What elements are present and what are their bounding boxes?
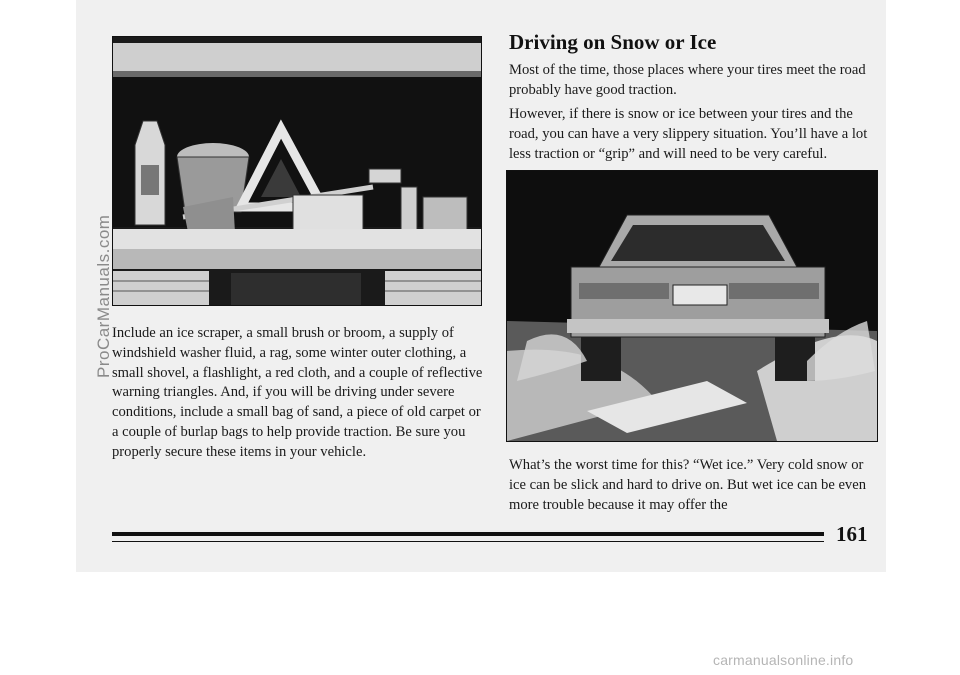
paragraph-traction: Most of the time, those places where your tires meet the road probably have good traction. (509, 62, 866, 98)
footer-rule-thick (112, 532, 824, 536)
trunk-illustration (112, 36, 482, 306)
paragraph-wet-ice: What’s the worst time for this? “Wet ice.” Very cold snow or ice can be slick and hard to drive on. But wet ice can be even more trouble because it may offer the (509, 457, 866, 513)
section-heading: Driving on Snow or Ice (509, 30, 717, 54)
snow-car-drawing (507, 171, 877, 441)
trunk-items-text: Include an ice scraper, a small brush or broom, a supply of windshield washer fluid, a rag, some winter outer clothing, a small shovel, a flashlight, a red cloth, and a couple of reflective warning triangles. And, if you will be driving under severe conditions, include a small bag of sand, a piece of old carpet or a couple of burlap bags to help provide traction. Be sure you properly secure these items in your vehicle. (112, 325, 483, 460)
side-watermark: ProCarManuals.com (94, 214, 113, 378)
footer-watermark: carmanualsonline.info (713, 652, 854, 668)
paragraph-slippery: However, if there is snow or ice between your tires and the road, you can have a very slippery situation. You’ll have a lot less traction or “grip” and will need to be very careful. (509, 106, 868, 162)
page-number: 161 (836, 522, 868, 546)
trunk-drawing (113, 37, 481, 305)
footer-rule-thin (112, 541, 824, 542)
snow-car-illustration (506, 170, 878, 442)
